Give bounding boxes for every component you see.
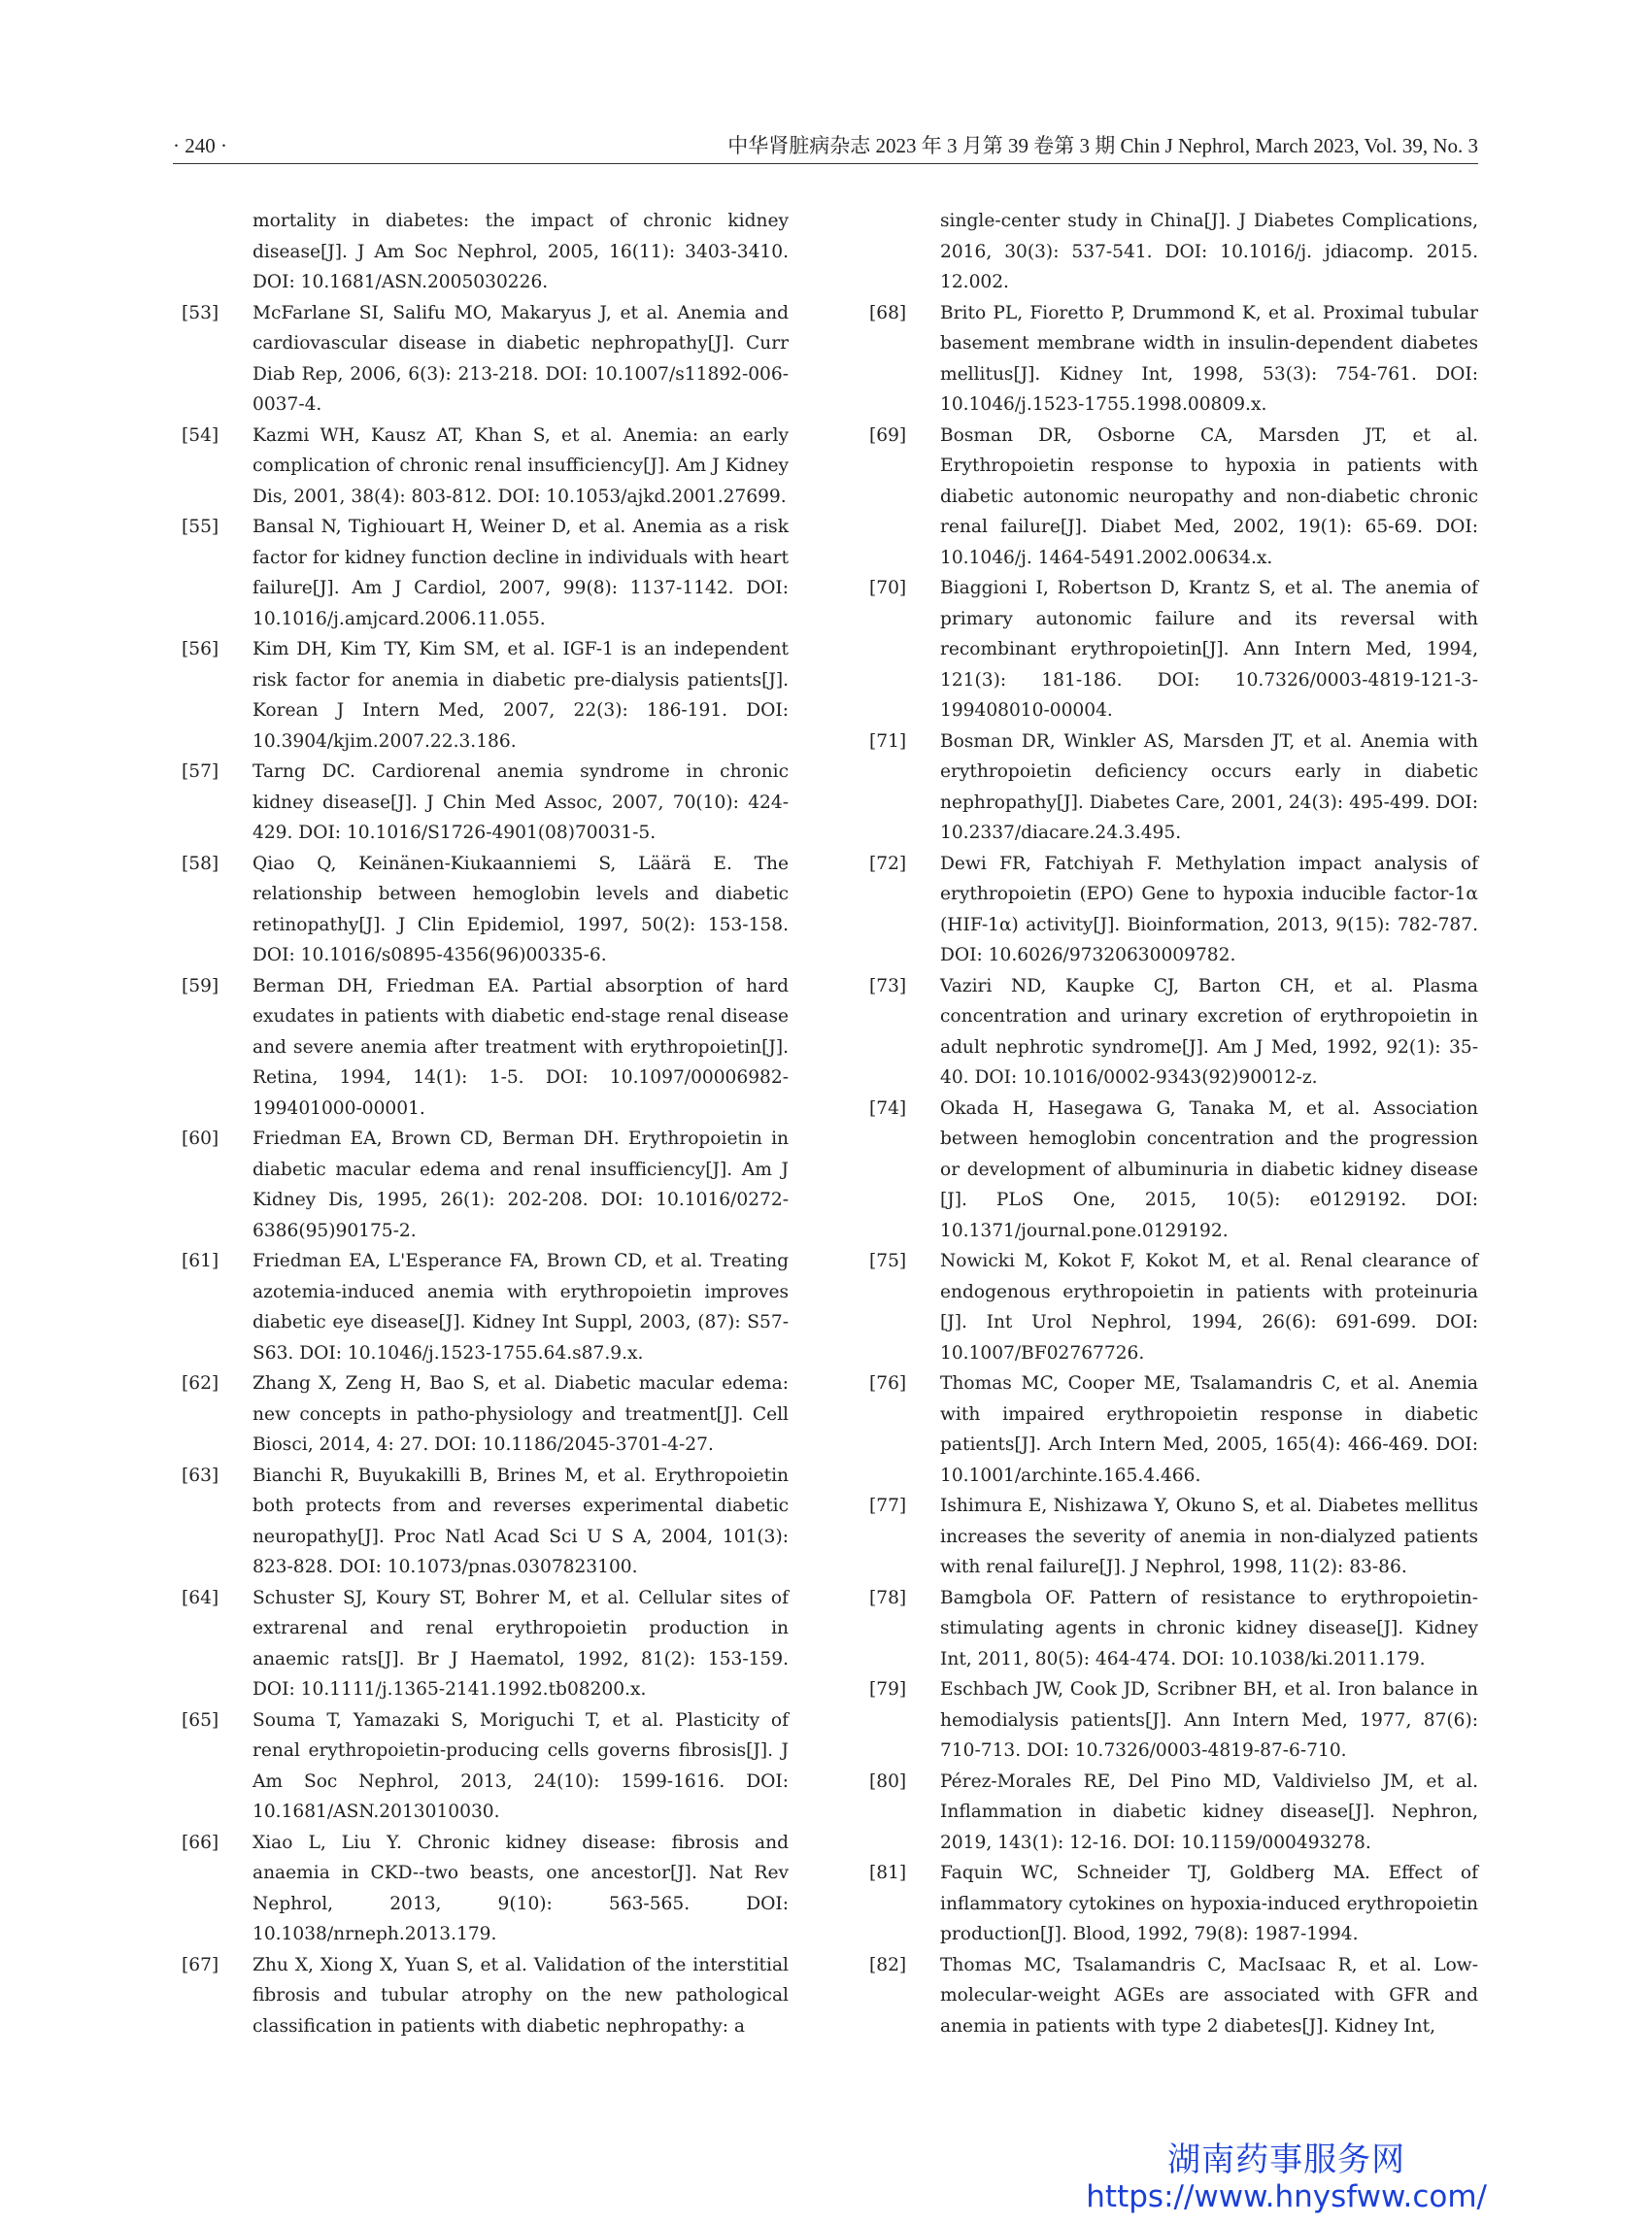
reference-text: Tarng DC. Cardiorenal anemia syndrome in chronic kidney disease[J]. J Chin Med Assoc, 2007, 70(10): 424-429. DOI: 10.1016/S1726-4901(08)70031-5. xyxy=(253,761,789,843)
reference-text: Brito PL, Fioretto P, Drummond K, et al. Proximal tubular basement membrane width in insulin-dependent diabetes mellitus[J]. Kidney Int, 1998, 53(3): 754-761. DOI: 10.1046/j.1523-1755.1998.00809.x. xyxy=(940,302,1478,415)
reference-continuation: single-center study in China[J]. J Diabetes Complications, 2016, 30(3): 537-541. DOI: 10.1016/j. jdiacomp. 2015. 12.002. xyxy=(940,211,1478,292)
reference-item xyxy=(869,421,1478,574)
reference-item xyxy=(869,573,1478,726)
reference-text: Bosman DR, Osborne CA, Marsden JT, et al. Erythropoietin response to hypoxia in patients with diabetic autonomic neuropathy and non-diabetic chronic renal failure[J]. Diabet Med, 2002, 19(1): 65-69. DOI: 10.1046/j. 1464-5491.2002.00634.x. xyxy=(940,424,1478,568)
reference-item xyxy=(182,757,789,849)
reference-item xyxy=(182,1246,789,1368)
watermark-site-name: 湖南药事服务网 xyxy=(1167,2141,1406,2179)
reference-number: [53] xyxy=(182,302,219,323)
reference-item xyxy=(869,1767,1478,1859)
reference-item xyxy=(182,1368,789,1461)
reference-number: [56] xyxy=(182,639,219,659)
reference-item xyxy=(869,1368,1478,1491)
reference-number: [79] xyxy=(869,1679,907,1700)
reference-text: Thomas MC, Tsalamandris C, MacIsaac R, et al. Low-molecular-weight AGEs are associated with GFR and anemia in patients with type 2 diabetes[J]. Kidney Int, xyxy=(940,1954,1478,2037)
reference-text: Friedman EA, Brown CD, Berman DH. Erythropoietin in diabetic macular edema and renal insufficiency[J]. Am J Kidney Dis, 1995, 26(1): 202-208. DOI: 10.1016/0272-6386(95)90175-2. xyxy=(253,1129,789,1241)
reference-item xyxy=(182,1124,789,1246)
reference-text: Bansal N, Tighiouart H, Weiner D, et al. Anemia as a risk factor for kidney function decline in individuals with heart failure[J]. Am J Cardiol, 2007, 99(8): 1137-1142. DOI: 10.1016/j.amjcard.2006.11.055. xyxy=(253,517,789,629)
reference-item xyxy=(182,1705,789,1828)
reference-text: Kazmi WH, Kausz AT, Khan S, et al. Anemia: an early complication of chronic renal insufficiency[J]. Am J Kidney Dis, 2001, 38(4): 803-812. DOI: 10.1053/ajkd.2001.27699. xyxy=(253,424,789,507)
reference-item xyxy=(182,298,789,421)
reference-text: Schuster SJ, Koury ST, Bohrer M, et al. Cellular sites of extrarenal and renal erythropoietin production in anaemic rats[J]. Br J Haematol, 1992, 81(2): 153-159. DOI: 10.1111/j.1365-2141.1992.tb08200.x. xyxy=(253,1587,789,1700)
reference-number: [61] xyxy=(182,1251,219,1271)
reference-continuation: mortality in diabetes: the impact of chronic kidney disease[J]. J Am Soc Nephrol, 2005, 16(11): 3403-3410. DOI: 10.1681/ASN.2005030226. xyxy=(253,211,789,292)
reference-list-left xyxy=(182,298,789,2042)
reference-item xyxy=(182,634,789,757)
reference-number: [80] xyxy=(869,1770,907,1792)
reference-number: [66] xyxy=(182,1832,219,1853)
reference-item xyxy=(869,849,1478,971)
running-header xyxy=(173,132,1478,164)
reference-text: Vaziri ND, Kaupke CJ, Barton CH, et al. Plasma concentration and urinary excretion of erythropoietin in adult nephrotic syndrome[J]. Am J Med, 1992, 92(1): 35-40. DOI: 10.1016/0002-9343(92)90012-z. xyxy=(940,975,1478,1088)
reference-number: [63] xyxy=(182,1465,219,1486)
reference-item xyxy=(869,1246,1478,1368)
reference-item xyxy=(869,1674,1478,1767)
reference-text: Friedman EA, L'Esperance FA, Brown CD, et al. Treating azotemia-induced anemia with erythropoietin improves diabetic eye disease[J]. Kidney Int Suppl, 2003, (87): S57-S63. DOI: 10.1046/j.1523-1755.64.s87.9.x. xyxy=(253,1251,789,1364)
reference-text: McFarlane SI, Salifu MO, Makaryus J, et al. Anemia and cardiovascular disease in diabetic nephropathy[J]. Curr Diab Rep, 2006, 6(3): 213-218. DOI: 10.1007/s11892-006-0037-4. xyxy=(253,302,789,415)
reference-item xyxy=(182,971,789,1125)
reference-number: [78] xyxy=(869,1587,907,1608)
reference-text: Bosman DR, Winkler AS, Marsden JT, et al. Anemia with erythropoietin deficiency occurs early in diabetic nephropathy[J]. Diabetes Care, 2001, 24(3): 495-499. DOI: 10.2337/diacare.24.3.495. xyxy=(940,730,1478,843)
reference-number: [55] xyxy=(182,517,219,537)
reference-text: Berman DH, Friedman EA. Partial absorption of hard exudates in patients with diabetic end-stage renal disease and severe anemia after treatment with erythropoietin[J]. Retina, 1994, 14(1): 1-5. DOI: 10.1097/00006982-199401000-00001. xyxy=(253,975,789,1119)
reference-text: Eschbach JW, Cook JD, Scribner BH, et al. Iron balance in hemodialysis patients[J]. Ann Intern Med, 1977, 87(6): 710-713. DOI: 10.7326/0003-4819-87-6-710. xyxy=(940,1679,1478,1761)
reference-item xyxy=(869,1491,1478,1583)
reference-number: [70] xyxy=(869,578,907,598)
reference-text: Nowicki M, Kokot F, Kokot M, et al. Renal clearance of endogenous erythropoietin in patients with proteinuria [J]. Int Urol Nephrol, 1994, 26(6): 691-699. DOI: 10.1007/BF02767726. xyxy=(940,1251,1478,1364)
reference-item xyxy=(869,971,1478,1094)
reference-number: [77] xyxy=(869,1496,907,1516)
journal-citation-line: 中华肾脏病杂志 2023 年 3 月第 39 卷第 3 期 Chin J Nephrol, March 2023, Vol. 39, No. 3 xyxy=(727,134,1478,157)
reference-text: Zhu X, Xiong X, Yuan S, et al. Validation of the interstitial fibrosis and tubular atrophy on the new pathological classification in patients with diabetic nephropathy: a xyxy=(253,1954,789,2037)
reference-text: Okada H, Hasegawa G, Tanaka M, et al. Association between hemoglobin concentration and the progression or development of albuminuria in diabetic kidney disease [J]. PLoS One, 2015, 10(5): e0129192. DOI: 10.1371/journal.pone.0129192. xyxy=(940,1097,1478,1241)
reference-number: [82] xyxy=(869,1954,907,1975)
site-watermark xyxy=(1086,2141,1487,2214)
reference-text: Bianchi R, Buyukakilli B, Brines M, et al. Erythropoietin both protects from and reverses experimental diabetic neuropathy[J]. Proc Natl Acad Sci U S A, 2004, 101(3): 823-828. DOI: 10.1073/pnas.0307823100. xyxy=(253,1465,789,1577)
reference-item xyxy=(869,1583,1478,1675)
reference-number: [59] xyxy=(182,975,219,996)
reference-text: Bamgbola OF. Pattern of resistance to erythropoietin-stimulating agents in chronic kidney disease[J]. Kidney Int, 2011, 80(5): 464-474. DOI: 10.1038/ki.2011.179. xyxy=(940,1587,1478,1669)
reference-text: Kim DH, Kim TY, Kim SM, et al. IGF-1 is an independent risk factor for anemia in diabetic pre-dialysis patients[J]. Korean J Intern Med, 2007, 22(3): 186-191. DOI: 10.3904/kjim.2007.22.3.186. xyxy=(253,639,789,752)
reference-text: Biaggioni I, Robertson D, Krantz S, et al. The anemia of primary autonomic failure and its reversal with recombinant erythropoietin[J]. Ann Intern Med, 1994, 121(3): 181-186. DOI: 10.7326/0003-4819-121-3-199408010-00004. xyxy=(940,578,1478,721)
reference-text: Dewi FR, Fatchiyah F. Methylation impact analysis of erythropoietin (EPO) Gene to hypoxia inducible factor-1α (HIF-1α) activity[J]. Bioinformation, 2013, 9(15): 782-787. DOI: 10.6026/97320630009782. xyxy=(940,853,1478,965)
reference-number: [74] xyxy=(869,1097,907,1119)
reference-number: [57] xyxy=(182,761,219,782)
reference-item xyxy=(182,1950,789,2042)
reference-item xyxy=(182,849,789,971)
reference-number: [65] xyxy=(182,1709,219,1731)
reference-number: [54] xyxy=(182,424,219,446)
reference-number: [81] xyxy=(869,1863,907,1883)
reference-text: Ishimura E, Nishizawa Y, Okuno S, et al. Diabetes mellitus increases the severity of anemia in non-dialyzed patients with renal failure[J]. J Nephrol, 1998, 11(2): 83-86. xyxy=(940,1496,1478,1577)
reference-number: [73] xyxy=(869,975,907,996)
reference-item xyxy=(182,421,789,513)
reference-number: [68] xyxy=(869,302,907,323)
reference-number: [69] xyxy=(869,424,907,446)
reference-item xyxy=(869,1950,1478,2042)
reference-number: [64] xyxy=(182,1587,219,1608)
reference-number: [72] xyxy=(869,853,907,874)
reference-number: [75] xyxy=(869,1251,907,1271)
reference-text: Xiao L, Liu Y. Chronic kidney disease: fibrosis and anaemia in CKD--two beasts, one ancestor[J]. Nat Rev Nephrol, 2013, 9(10): 563-565. DOI: 10.1038/nrneph.2013.179. xyxy=(253,1832,789,1944)
reference-list-right xyxy=(869,298,1478,2042)
reference-number: [58] xyxy=(182,853,219,874)
page-number: · 240 · xyxy=(173,134,227,157)
reference-item xyxy=(182,1461,789,1583)
reference-text: Zhang X, Zeng H, Bao S, et al. Diabetic macular edema: new concepts in patho-physiology and treatment[J]. Cell Biosci, 2014, 4: 27. DOI: 10.1186/2045-3701-4-27. xyxy=(253,1373,789,1455)
watermark-url[interactable]: https://www.hnysfww.com/ xyxy=(1086,2179,1487,2214)
reference-text: Pérez-Morales RE, Del Pino MD, Valdivielso JM, et al. Inflammation in diabetic kidney disease[J]. Nephron, 2019, 143(1): 12-16. DOI: 10.1159/000493278. xyxy=(940,1770,1478,1853)
reference-item xyxy=(869,726,1478,849)
reference-number: [60] xyxy=(182,1129,219,1149)
reference-number: [76] xyxy=(869,1373,907,1394)
reference-text: Thomas MC, Cooper ME, Tsalamandris C, et al. Anemia with impaired erythropoietin response in diabetic patients[J]. Arch Intern Med, 2005, 165(4): 466-469. DOI: 10.1001/archinte.165.4.466. xyxy=(940,1373,1478,1486)
reference-column-left xyxy=(182,206,789,2041)
reference-item xyxy=(182,1828,789,1950)
reference-text: Faquin WC, Schneider TJ, Goldberg MA. Effect of inflammatory cytokines on hypoxia-induced erythropoietin production[J]. Blood, 1992, 79(8): 1987-1994. xyxy=(940,1863,1478,1944)
reference-column-right xyxy=(869,206,1478,2041)
reference-item xyxy=(869,298,1478,421)
reference-item xyxy=(182,1583,789,1705)
reference-number: [67] xyxy=(182,1954,219,1975)
reference-item xyxy=(182,512,789,634)
reference-item xyxy=(869,1858,1478,1950)
reference-text: Souma T, Yamazaki S, Moriguchi T, et al. Plasticity of renal erythropoietin-producing cells governs fibrosis[J]. J Am Soc Nephrol, 2013, 24(10): 1599-1616. DOI: 10.1681/ASN.2013010030. xyxy=(253,1709,789,1822)
reference-item xyxy=(869,1094,1478,1247)
reference-number: [71] xyxy=(869,730,907,752)
reference-number: [62] xyxy=(182,1373,219,1394)
reference-text: Qiao Q, Keinänen-Kiukaanniemi S, Läärä E. The relationship between hemoglobin levels and diabetic retinopathy[J]. J Clin Epidemiol, 1997, 50(2): 153-158. DOI: 10.1016/s0895-4356(96)00335-6. xyxy=(253,853,789,965)
